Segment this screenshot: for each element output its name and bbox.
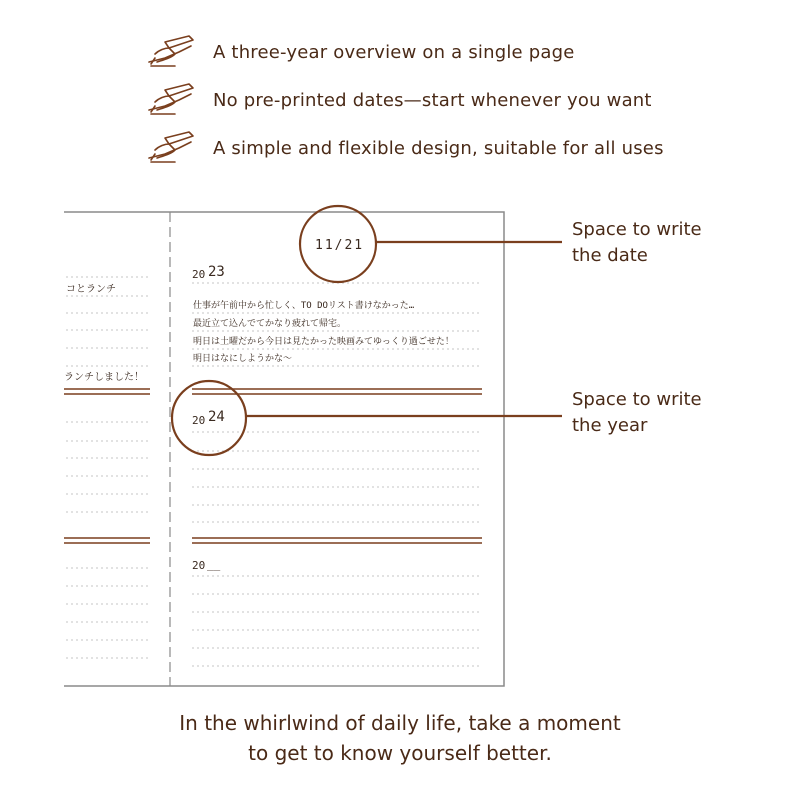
year-prefix: 20 [192, 414, 206, 427]
feature-text: No pre-printed dates—start whenever you want [213, 89, 652, 111]
tagline-line: to get to know yourself better. [248, 741, 552, 765]
date-text: 11/21 [315, 238, 365, 253]
year-callout-label [572, 387, 702, 439]
tagline [0, 708, 800, 768]
pen-hand-icon [145, 128, 197, 168]
callout-line: Space to write [572, 389, 702, 410]
year-prefix: 20 [192, 559, 206, 572]
tagline-line: In the whirlwind of daily life, take a moment [179, 711, 621, 735]
date-callout-label [572, 217, 702, 269]
entry-line: 明日はなにしようかな〜 [193, 354, 293, 364]
callout-line: Space to write [572, 219, 702, 240]
entry-line: 最近立て込んでてかなり疲れて帰宅。 [193, 319, 347, 329]
feature-item [145, 124, 664, 172]
pen-hand-icon [145, 32, 197, 72]
feature-item [145, 28, 664, 76]
feature-item [145, 76, 664, 124]
section-dividers [64, 389, 482, 543]
callout-line: the year [572, 415, 648, 436]
year-suffix: 23 [208, 264, 225, 280]
year-suffix-blank: __ [207, 558, 221, 571]
year-prefix: 20 [192, 268, 206, 281]
pen-hand-icon [145, 80, 197, 120]
feature-text: A three-year overview on a single page [213, 41, 575, 63]
diary-page-diagram [0, 200, 800, 700]
feature-text: A simple and flexible design, suitable for all uses [213, 137, 664, 159]
feature-list [145, 28, 664, 172]
left-note-2: ランチしました！ [64, 372, 144, 383]
entry-line: 仕事が午前中から忙しく、TO DOリスト書けなかった… [193, 301, 415, 311]
left-column-lines [66, 277, 150, 658]
year-suffix: 24 [208, 409, 225, 425]
left-note-1: コとランチ [66, 284, 116, 295]
callout-line: the date [572, 245, 648, 266]
entry-line: 明日は土曜だから今日は見たかった映画みてゆっくり過ごせた！ [193, 337, 454, 347]
